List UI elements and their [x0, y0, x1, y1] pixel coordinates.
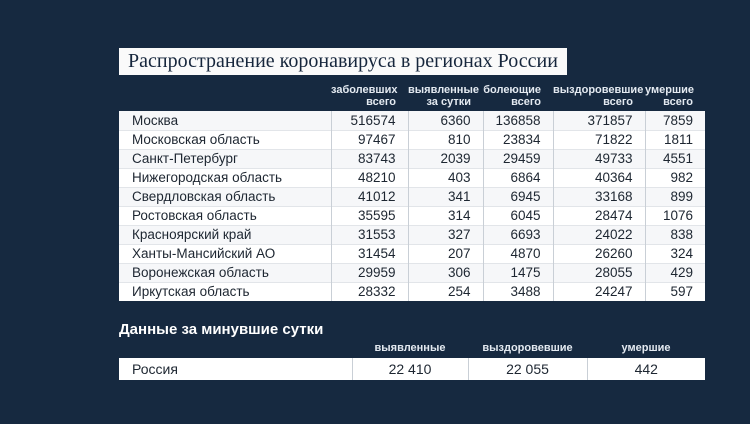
table-row	[119, 111, 705, 130]
value-cell: 23834	[483, 130, 553, 149]
table-row	[119, 263, 705, 282]
region-name-cell: Санкт-Петербург	[119, 149, 331, 168]
column-header-deaths-total: умершие всего	[645, 84, 694, 108]
value-cell: 28055	[553, 263, 645, 282]
value-cell: 31553	[331, 225, 408, 244]
country-name-cell: Россия	[132, 361, 178, 377]
table-row	[119, 358, 705, 380]
regions-table	[119, 84, 705, 301]
value-cell: 35595	[331, 206, 408, 225]
value-cell: 6693	[483, 225, 553, 244]
value-cell: 442	[587, 358, 705, 380]
column-header-infected-total: заболевших всего	[331, 84, 398, 108]
value-cell: 1475	[483, 263, 553, 282]
value-cell: 4870	[483, 244, 553, 263]
value-cell: 6864	[483, 168, 553, 187]
value-cell: 1811	[645, 130, 705, 149]
column-header-country	[119, 342, 352, 358]
value-cell: 1076	[645, 206, 705, 225]
daily-section-title: Данные за минувшие сутки	[119, 321, 324, 338]
value-cell: 341	[408, 187, 483, 206]
column-header-new: выявленные	[374, 342, 446, 354]
value-cell: 899	[645, 187, 705, 206]
table-row	[119, 282, 705, 301]
regions-table-header	[119, 84, 705, 111]
value-cell: 429	[645, 263, 705, 282]
value-cell: 306	[408, 263, 483, 282]
value-cell: 41012	[331, 187, 408, 206]
value-cell: 207	[408, 244, 483, 263]
column-header-recovered: выздоровевшие	[482, 342, 573, 354]
value-cell: 6045	[483, 206, 553, 225]
region-name-cell: Ростовская область	[119, 206, 331, 225]
value-cell: 97467	[331, 130, 408, 149]
regions-table-body	[119, 111, 705, 301]
value-cell: 24247	[553, 282, 645, 301]
value-cell: 26260	[553, 244, 645, 263]
value-cell: 838	[645, 225, 705, 244]
value-cell: 24022	[553, 225, 645, 244]
column-header-new-per-day: выявленные за сутки	[408, 84, 479, 108]
value-cell: 810	[408, 130, 483, 149]
value-cell: 314	[408, 206, 483, 225]
table-row	[119, 168, 705, 187]
table-row	[119, 187, 705, 206]
region-name-cell: Нижегородская область	[119, 168, 331, 187]
value-cell: 31454	[331, 244, 408, 263]
value-cell: 48210	[331, 168, 408, 187]
table-row	[119, 244, 705, 263]
region-name-cell: Ханты-Мансийский АО	[119, 244, 331, 263]
value-cell: 2039	[408, 149, 483, 168]
value-cell: 3488	[483, 282, 553, 301]
value-cell: 327	[408, 225, 483, 244]
value-cell: 29459	[483, 149, 553, 168]
value-cell: 22 410	[352, 358, 468, 380]
column-header-sick-total: болеющие всего	[483, 84, 541, 108]
value-cell: 254	[408, 282, 483, 301]
daily-table-body	[119, 358, 705, 380]
daily-table	[119, 342, 705, 380]
page-title: Распространение коронавируса в регионах России	[119, 48, 567, 75]
value-cell: 22 055	[468, 358, 587, 380]
table-row	[119, 149, 705, 168]
value-cell: 597	[645, 282, 705, 301]
table-row	[119, 206, 705, 225]
region-name-cell: Красноярский край	[119, 225, 331, 244]
value-cell: 83743	[331, 149, 408, 168]
daily-table-header	[119, 342, 705, 358]
value-cell: 33168	[553, 187, 645, 206]
value-cell: 40364	[553, 168, 645, 187]
region-name-cell: Москва	[132, 112, 179, 128]
value-cell: 71822	[553, 130, 645, 149]
value-cell: 6360	[408, 111, 483, 130]
value-cell: 403	[408, 168, 483, 187]
column-header-recovered-total: выздоровевшие всего	[553, 84, 644, 108]
value-cell: 982	[645, 168, 705, 187]
region-name-cell: Воронежская область	[119, 263, 331, 282]
value-cell: 29959	[331, 263, 408, 282]
table-row	[119, 130, 705, 149]
value-cell: 4551	[645, 149, 705, 168]
column-header-region	[119, 84, 331, 111]
table-row	[119, 225, 705, 244]
value-cell: 6945	[483, 187, 553, 206]
region-name-cell: Иркутская область	[119, 282, 331, 301]
region-name-cell: Свердловская область	[119, 187, 331, 206]
value-cell: 371857	[553, 111, 645, 130]
column-header-deaths: умершие	[621, 342, 671, 354]
value-cell: 49733	[553, 149, 645, 168]
value-cell: 516574	[331, 111, 408, 130]
value-cell: 28474	[553, 206, 645, 225]
value-cell: 28332	[331, 282, 408, 301]
region-name-cell: Московская область	[119, 130, 331, 149]
value-cell: 136858	[483, 111, 553, 130]
value-cell: 7859	[645, 111, 705, 130]
value-cell: 324	[645, 244, 705, 263]
